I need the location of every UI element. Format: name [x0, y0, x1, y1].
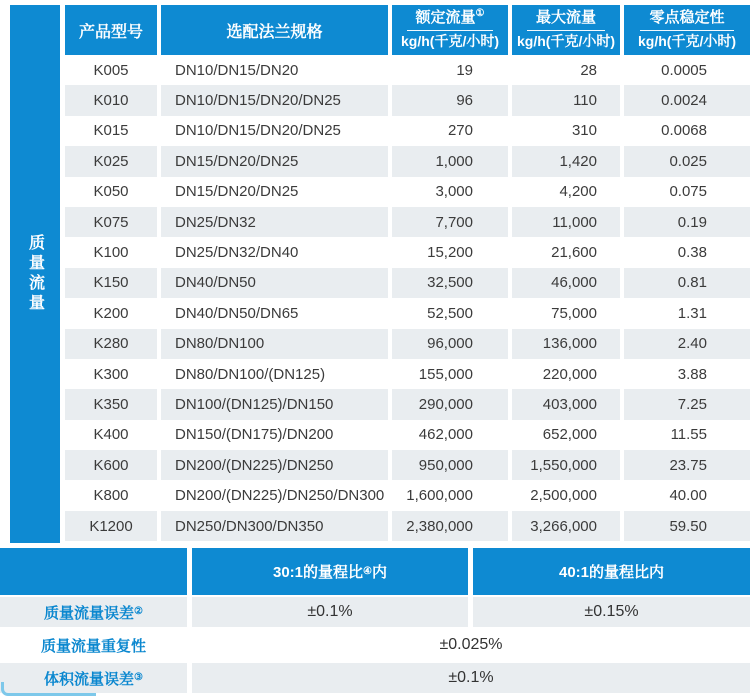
- model-cell: K300: [93, 365, 129, 383]
- band-spacer-cell: [0, 548, 187, 595]
- zero-stability-cell: 0.0005: [661, 61, 707, 79]
- max-flow-cell: 75,000: [551, 304, 597, 322]
- max-flow-cell: 136,000: [512, 329, 620, 359]
- mass-flow-error-label: 质量流量误差 ②: [0, 597, 187, 627]
- flange-cell: DN150/(DN175)/DN200: [175, 426, 334, 444]
- spec-table: [65, 5, 750, 541]
- max-flow-cell: 1,550,000: [512, 450, 620, 480]
- zero-stability-cell: 1.31: [677, 304, 707, 322]
- model-cell: K600: [65, 450, 157, 480]
- zero-stability-cell: 0.19: [624, 207, 750, 237]
- repeatability-label: 质量流量重复性: [40, 637, 146, 655]
- max-flow-cell: 403,000: [512, 389, 620, 419]
- zero-stability-cell: 3.88: [677, 365, 707, 383]
- rated-flow-cell: 950,000: [392, 450, 508, 480]
- rated-flow-cell: 462,000: [418, 426, 473, 444]
- volume-flow-error-value: ±0.1%: [192, 663, 750, 693]
- sidebar-label: 质量流量: [26, 234, 44, 314]
- zero-stability-cell: 0.0068: [661, 122, 707, 140]
- rated-flow-cell: 290,000: [392, 389, 508, 419]
- repeatability-value: ±0.025%: [439, 636, 503, 653]
- model-cell: K100: [93, 244, 129, 262]
- rated-flow-cell: 1,000: [392, 146, 508, 176]
- model-cell: K075: [65, 207, 157, 237]
- turndown-band: [0, 548, 750, 595]
- header-zero-stability: [624, 5, 750, 55]
- max-flow-cell: 1,420: [512, 146, 620, 176]
- max-flow-cell: 310: [571, 122, 597, 140]
- header-max-flow-unit: kg/h(千克/小时): [517, 33, 615, 50]
- flange-cell: DN25/DN32: [161, 207, 388, 237]
- max-flow-cell: 4,200: [559, 183, 597, 201]
- rated-flow-cell: 155,000: [418, 365, 473, 383]
- max-flow-cell: 220,000: [542, 365, 597, 383]
- model-cell: K350: [65, 389, 157, 419]
- rated-flow-cell: 270: [447, 122, 473, 140]
- mass-flow-error-row: [0, 597, 750, 627]
- flange-cell: DN10/DN15/DN20/DN25: [175, 122, 341, 140]
- max-flow-cell: 21,600: [551, 244, 597, 262]
- corner-accent: [1, 682, 96, 696]
- footnote-1-marker: ①: [475, 8, 485, 20]
- mass-flow-sidebar: [10, 5, 60, 543]
- zero-stability-cell: 11.55: [670, 426, 707, 444]
- rated-flow-cell: 7,700: [392, 207, 508, 237]
- header-max-flow: [512, 5, 620, 55]
- zero-stability-cell: 59.50: [624, 511, 750, 541]
- rated-flow-cell: 32,500: [392, 268, 508, 298]
- header-rated-flow-unit: kg/h(千克/小时): [401, 33, 499, 50]
- flange-cell: DN10/DN15/DN20: [175, 61, 299, 79]
- volume-flow-error-row: [0, 663, 750, 693]
- model-cell: K010: [65, 85, 157, 115]
- mass-flow-error-30to1-value: ±0.1%: [192, 597, 468, 627]
- zero-stability-cell: 40.00: [669, 487, 707, 505]
- zero-stability-cell: 0.38: [677, 244, 707, 262]
- zero-stability-cell: 23.75: [624, 450, 750, 480]
- rated-flow-cell: 15,200: [427, 244, 473, 262]
- model-cell: K015: [93, 122, 129, 140]
- volume-flow-error-label: 体积流量误差 ③: [0, 663, 187, 693]
- header-max-flow-title: 最大流量: [527, 9, 605, 31]
- model-cell: K150: [65, 268, 157, 298]
- header-model: 产品型号: [65, 5, 157, 55]
- header-rated-flow: [392, 5, 508, 55]
- header-rated-flow-title: 额定流量①: [407, 9, 494, 31]
- model-cell: K200: [93, 304, 129, 322]
- max-flow-cell: 28: [580, 61, 597, 79]
- model-cell: K800: [93, 487, 129, 505]
- flange-cell: DN250/DN300/DN350: [161, 511, 388, 541]
- rated-flow-cell: 96,000: [392, 329, 508, 359]
- model-cell: K025: [65, 146, 157, 176]
- flange-cell: DN15/DN20/DN25: [161, 146, 388, 176]
- max-flow-cell: 46,000: [512, 268, 620, 298]
- rated-flow-cell: 2,380,000: [392, 511, 508, 541]
- flange-cell: DN15/DN20/DN25: [175, 183, 299, 201]
- flange-cell: DN10/DN15/DN20/DN25: [161, 85, 388, 115]
- band-40to1-cell: 40:1的量程比内: [473, 548, 750, 595]
- flange-cell: DN100/(DN125)/DN150: [161, 389, 388, 419]
- model-cell: K005: [93, 61, 129, 79]
- rated-flow-cell: 19: [456, 61, 473, 79]
- flange-cell: DN200/(DN225)/DN250/DN300: [175, 487, 385, 505]
- rated-flow-cell: 1,600,000: [406, 487, 473, 505]
- max-flow-cell: 110: [512, 85, 620, 115]
- mass-flow-error-40to1-value: ±0.15%: [473, 597, 750, 627]
- max-flow-cell: 652,000: [542, 426, 597, 444]
- model-cell: K400: [93, 426, 129, 444]
- zero-stability-cell: 0.025: [624, 146, 750, 176]
- flange-cell: DN40/DN50/DN65: [175, 304, 299, 322]
- rated-flow-cell: 52,500: [427, 304, 473, 322]
- model-cell: K1200: [65, 511, 157, 541]
- flange-cell: DN200/(DN225)/DN250: [161, 450, 388, 480]
- zero-stability-cell: 2.40: [624, 329, 750, 359]
- rated-flow-cell: 3,000: [435, 183, 473, 201]
- band-30to1-cell: 30:1的量程比 ④ 内: [192, 548, 468, 595]
- zero-stability-cell: 0.81: [624, 268, 750, 298]
- zero-stability-cell: 7.25: [624, 389, 750, 419]
- header-zero-stability-title: 零点稳定性: [640, 9, 733, 31]
- max-flow-cell: 11,000: [512, 207, 620, 237]
- model-cell: K280: [65, 329, 157, 359]
- flange-cell: DN80/DN100: [161, 329, 388, 359]
- model-cell: K050: [93, 183, 129, 201]
- flange-cell: DN40/DN50: [161, 268, 388, 298]
- rated-flow-cell: 96: [392, 85, 508, 115]
- zero-stability-cell: 0.075: [669, 183, 707, 201]
- zero-stability-cell: 0.0024: [624, 85, 750, 115]
- header-flange: 选配法兰规格: [161, 5, 388, 55]
- flange-cell: DN25/DN32/DN40: [175, 244, 299, 262]
- flange-cell: DN80/DN100/(DN125): [175, 365, 326, 383]
- repeatability-row: [0, 629, 750, 661]
- header-zero-stability-unit: kg/h(千克/小时): [638, 33, 736, 50]
- max-flow-cell: 3,266,000: [512, 511, 620, 541]
- max-flow-cell: 2,500,000: [530, 487, 597, 505]
